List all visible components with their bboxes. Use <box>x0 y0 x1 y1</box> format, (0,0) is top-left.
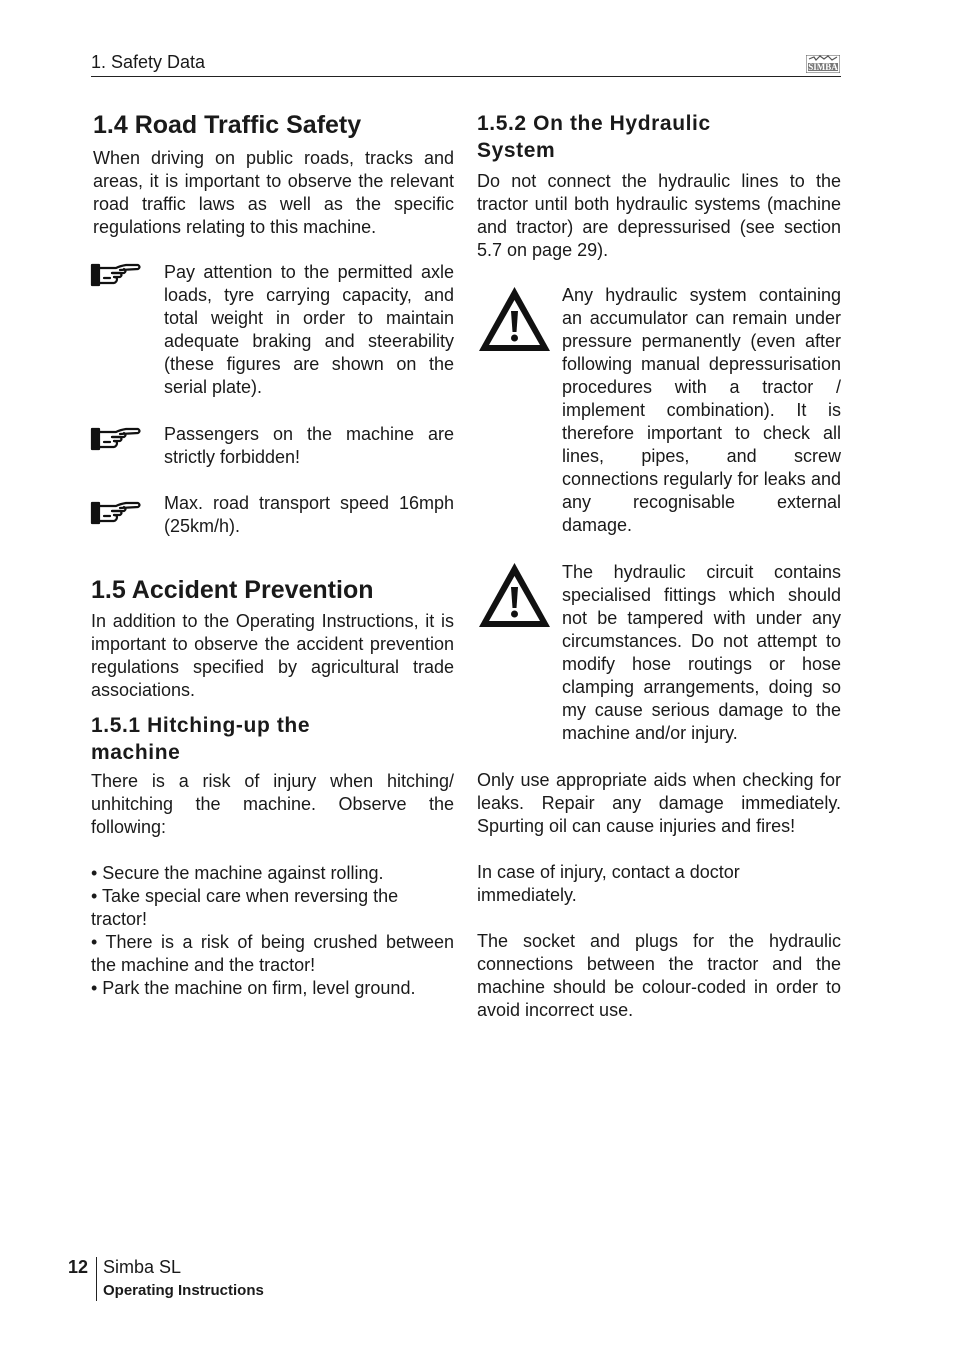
footer-subtitle: Operating Instructions <box>103 1282 264 1299</box>
section-1-5-2 <box>477 110 841 262</box>
warning-accumulator: Any hydraulic system containing an accumulator can remain under pressure permanently (even after following manual depressurisation procedures with a tractor / implement combination). It is therefore important to check all lines, pipes, and screw connections regularly for leaks and any recognisable external damage. <box>562 285 841 535</box>
heading-1-5-2: 1.5.2 On the Hydraulic System <box>477 112 711 162</box>
simba-logo <box>806 55 840 73</box>
injury-text: In case of injury, contact a doctor immediately. <box>477 862 740 905</box>
warning-triangle-icon <box>476 560 553 630</box>
hitching-bullet: • Take special care when reversing the tractor! <box>91 886 399 929</box>
footer-rule <box>96 1257 97 1301</box>
footer-title: Simba SL <box>103 1257 182 1277</box>
colour-coding-text: The socket and plugs for the hydraulic connections between the tractor and the machine should be colour-coded in order to avoid incorrect use. <box>477 931 841 1020</box>
logo-text: SIMBA <box>808 62 838 72</box>
hitching-bullet: • Park the machine on firm, level ground. <box>91 978 416 998</box>
heading-1-5-1: 1.5.1 Hitching-up the machine <box>91 714 311 764</box>
pointing-hand-icon <box>90 262 142 288</box>
warning-fittings: The hydraulic circuit contains specialised fittings which should not be tampered with under any circumstances. Do not attempt to modify hose routings or hose clamping arrangements, doing so my cause serious damage to the machine and/or injury. <box>562 562 841 743</box>
header-rule <box>91 76 841 77</box>
hitching-bullet: • Secure the machine against rolling. <box>91 863 384 883</box>
pointing-hand-icon <box>90 426 142 452</box>
section-1-4 <box>93 110 454 239</box>
road-safety-text: When driving on public roads, tracks and areas, it is important to observe the relevant road traffic laws as well as the specific regulations relating to this machine. <box>93 148 454 237</box>
page-number: 12 <box>68 1257 89 1277</box>
note-passengers: Passengers on the machine are strictly forbidden! <box>164 424 454 467</box>
running-header: 1. Safety Data <box>91 52 206 72</box>
accident-prevention-text: In addition to the Operating Instructions, it is important to observe the accident prevention regulations specified by agricultural trade associations. <box>91 611 454 700</box>
hydraulic-intro-text: Do not connect the hydraulic lines to the tractor until both hydraulic systems (machine and tractor) are depressurised (see section 5.7 on page 29). <box>477 171 841 260</box>
leaks-text: Only use appropriate aids when checking for leaks. Repair any damage immediately. Spurting oil can cause injuries and fires! <box>477 770 841 836</box>
heading-1-4: 1.4 Road Traffic Safety <box>93 111 362 139</box>
heading-1-5: 1.5 Accident Prevention <box>91 576 374 604</box>
note-axle-loads: Pay attention to the permitted axle loads, tyre carrying capacity, and total weight in order to maintain adequate braking and steerability (these figures are shown on the serial plate). <box>164 262 454 397</box>
pointing-hand-icon <box>90 500 142 526</box>
note-speed: Max. road transport speed 16mph (25km/h). <box>164 493 454 536</box>
hitching-text: There is a risk of injury when hitching/ unhitching the machine. Observe the following: <box>91 771 454 837</box>
section-1-5 <box>91 575 454 1000</box>
hitching-bullet: • There is a risk of being crushed between the machine and the tractor! <box>91 932 454 975</box>
warning-triangle-icon <box>476 284 553 354</box>
hydraulic-notes <box>477 769 841 1022</box>
